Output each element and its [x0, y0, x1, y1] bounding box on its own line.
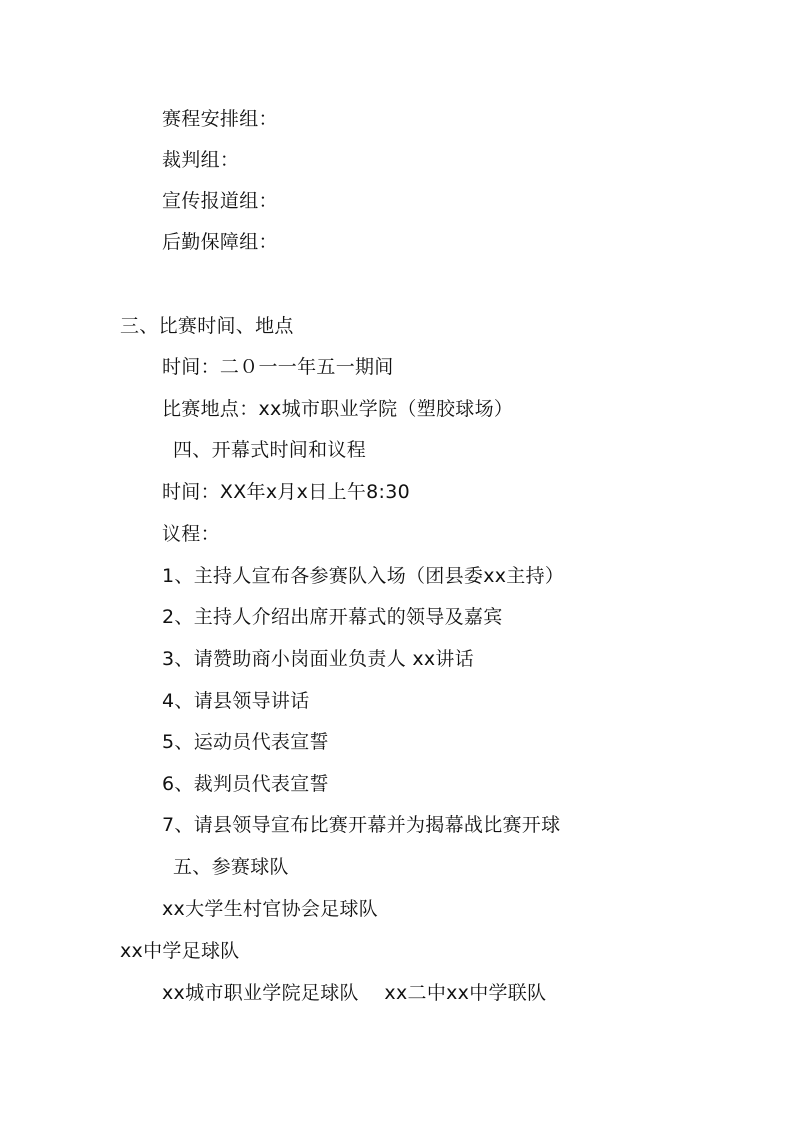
agenda-item: 2、主持人介绍出席开幕式的领导及嘉宾 [162, 606, 503, 628]
group-referee: 裁判组： [162, 149, 240, 171]
section-heading-opening: 四、开幕式时间和议程 [173, 439, 367, 461]
team-entry: xx中学足球队 [120, 940, 240, 962]
team-entry: xx大学生村官协会足球队 [162, 898, 379, 920]
agenda-item: 5、运动员代表宣誓 [162, 731, 329, 753]
agenda-item: 4、请县领导讲话 [162, 690, 310, 712]
competition-venue: 比赛地点：xx城市职业学院（塑胶球场） [162, 398, 514, 420]
group-publicity: 宣传报道组： [162, 190, 278, 212]
section-heading-time-place: 三、比赛时间、地点 [120, 315, 294, 337]
agenda-item: 1、主持人宣布各参赛队入场（团县委xx主持） [162, 565, 565, 587]
section-heading-teams: 五、参赛球队 [173, 856, 289, 878]
agenda-item: 7、请县领导宣布比赛开幕并为揭幕战比赛开球 [162, 814, 561, 836]
group-logistics: 后勤保障组： [162, 231, 278, 253]
agenda-label: 议程： [162, 523, 220, 545]
group-schedule: 赛程安排组： [162, 108, 278, 130]
competition-time: 时间：二０一一年五一期间 [162, 356, 394, 378]
agenda-item: 6、裁判员代表宣誓 [162, 773, 329, 795]
opening-time: 时间：XX年x月x日上午8:30 [162, 481, 410, 503]
team-entry: xx城市职业学院足球队 xx二中xx中学联队 [162, 982, 547, 1004]
agenda-item: 3、请赞助商小岗面业负责人 xx讲话 [162, 648, 475, 670]
